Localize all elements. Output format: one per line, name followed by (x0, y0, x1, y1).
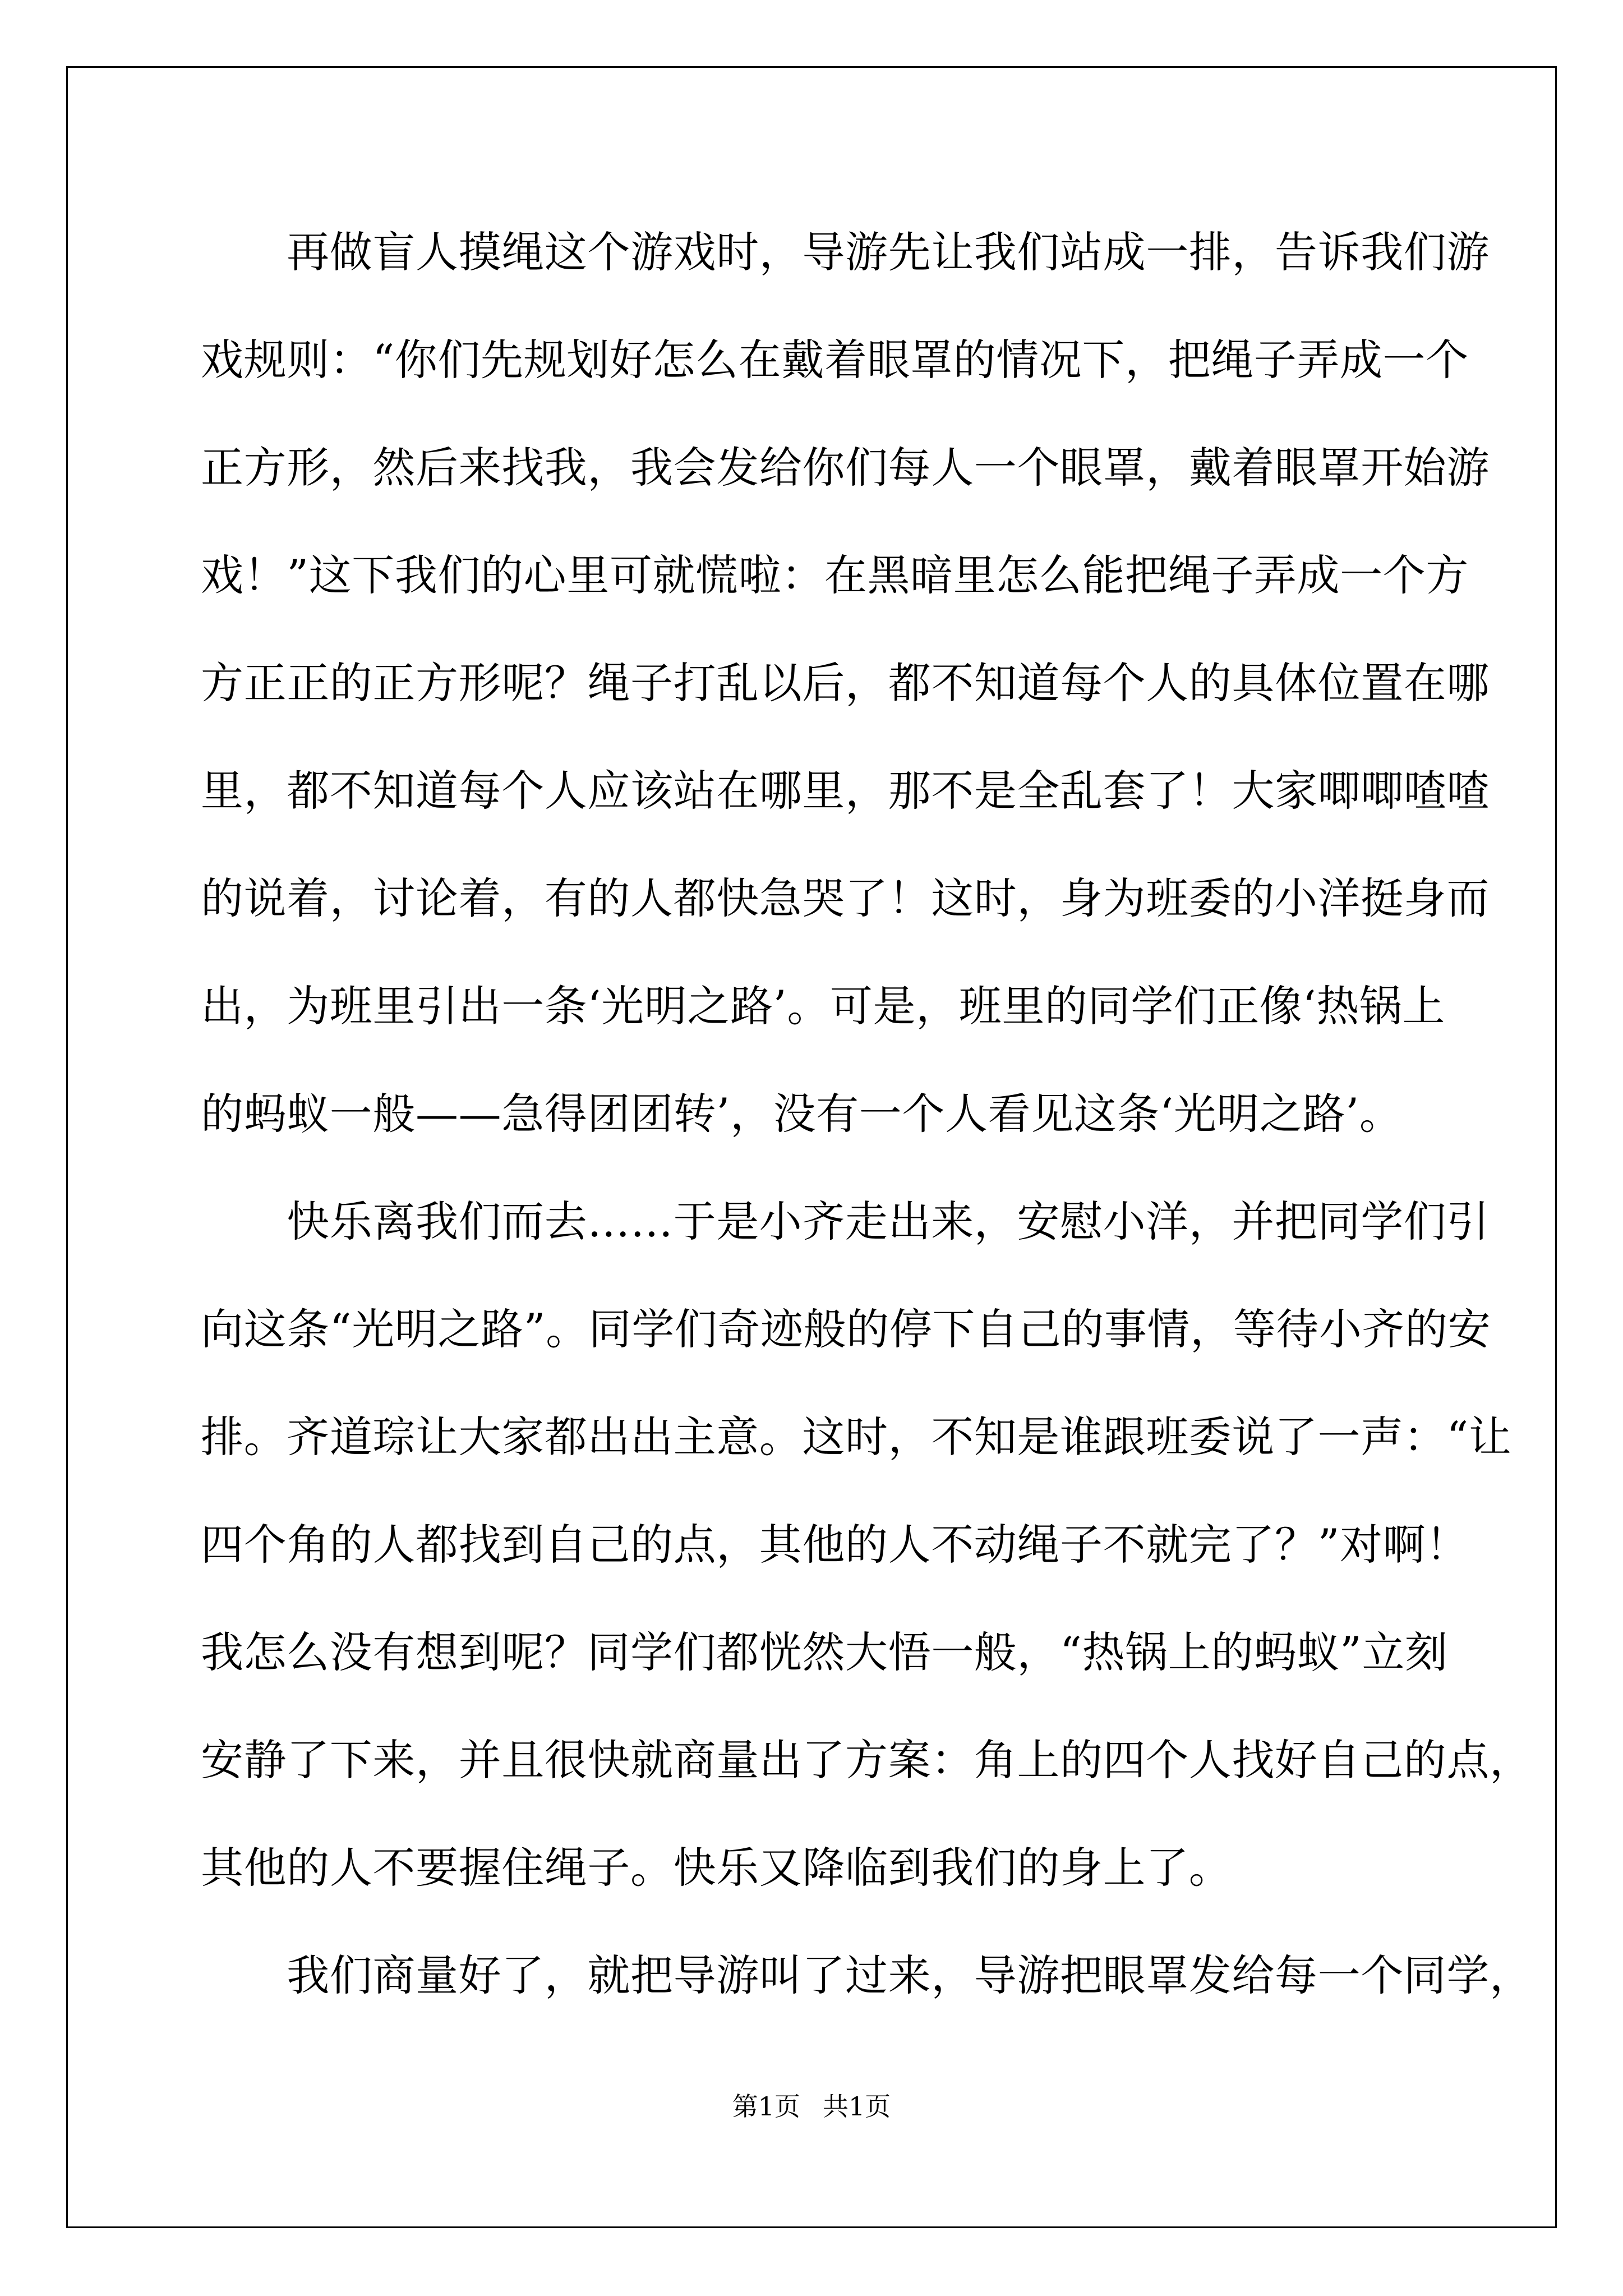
page-total: 共1页 (823, 2091, 891, 2122)
text-line: 再做盲人摸绳这个游戏时，导游先让我们站成一排，告诉我们游 (201, 227, 1490, 277)
text-line: 快乐离我们而去……于是小齐走出来，安慰小洋，并把同学们引 (201, 1197, 1490, 1246)
text-line: 我们商量好了，就把导游叫了过来，导游把眼罩发给每一个同学， (201, 1950, 1533, 2000)
page-border (66, 66, 1557, 2228)
text-line: 我怎么没有想到呢？同学们都恍然大悟一般，“热锅上的蚂蚁”立刻 (201, 1627, 1448, 1677)
text-line: 戏！”这下我们的心里可就慌啦：在黑暗里怎么能把绳子弄成一个方 (201, 550, 1469, 600)
text-line: 戏规则：“你们先规划好怎么在戴着眼罩的情况下，把绳子弄成一个 (201, 335, 1469, 385)
text-line: 正方形，然后来找我，我会发给你们每人一个眼罩，戴着眼罩开始游 (201, 443, 1490, 493)
page-number: 第1页 (732, 2091, 800, 2122)
page-footer (0, 2090, 1623, 2123)
text-line: 的蚂蚁一般——急得团团转’，没有一个人看见这条‘光明之路’。 (201, 1089, 1403, 1139)
text-line: 的说着，讨论着，有的人都快急哭了！这时，身为班委的小洋挺身而 (201, 873, 1490, 923)
text-line: 出，为班里引出一条‘光明之路’。可是，班里的同学们正像‘热锅上 (201, 981, 1446, 1031)
text-line: 排。齐道琮让大家都出出主意。这时，不知是谁跟班委说了一声：“让 (201, 1412, 1512, 1462)
text-line: 向这条“光明之路”。同学们奇迹般的停下自己的事情，等待小齐的安 (201, 1304, 1491, 1354)
text-line: 里，都不知道每个人应该站在哪里，那不是全乱套了！大家唧唧喳喳 (201, 766, 1490, 816)
text-line: 安静了下来，并且很快就商量出了方案：角上的四个人找好自己的点， (201, 1735, 1533, 1785)
text-line: 方正正的正方形呢？绳子打乱以后，都不知道每个人的具体位置在哪 (201, 658, 1490, 708)
text-line: 四个角的人都找到自己的点，其他的人不动绳子不就完了？”对啊！ (201, 1520, 1469, 1570)
text-line: 其他的人不要握住绳子。快乐又降临到我们的身上了。 (201, 1843, 1232, 1893)
